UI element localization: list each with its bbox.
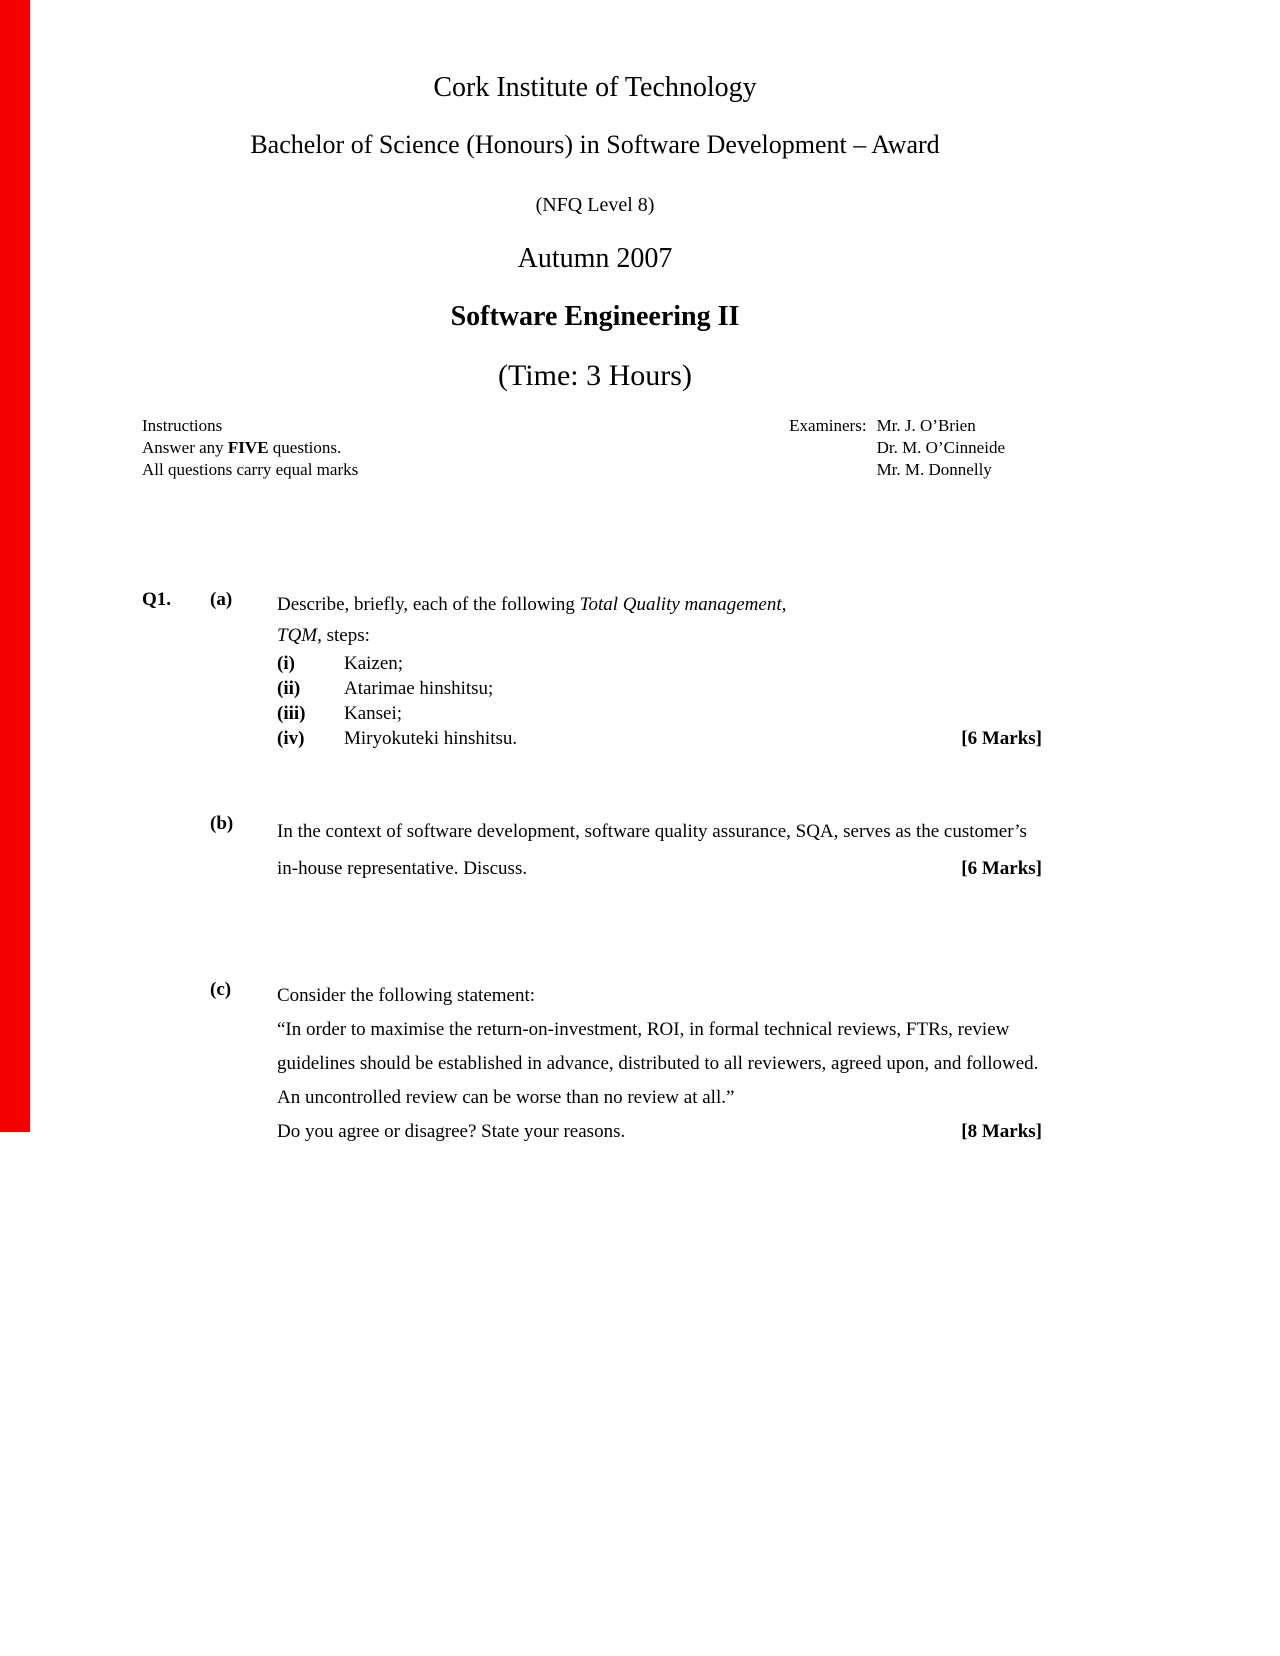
part-a-label: (a) [210, 589, 233, 610]
instructions-line-1-bold: FIVE [227, 438, 269, 457]
part-b-text: In the context of software development, software quality assurance, SQA, serves as the customer’s in-house representative. Discuss. [277, 821, 1027, 879]
tqm-item-row [277, 676, 1042, 701]
tqm-item-text: Kaizen; [344, 653, 404, 674]
part-b-paragraph [277, 813, 1042, 887]
examiners-section [789, 415, 1005, 481]
part-c-line-1: Consider the following statement: [277, 985, 536, 1006]
examiner-name: Mr. M. Donnelly [876, 460, 992, 479]
nfq-level: (NFQ Level 8) [535, 194, 655, 216]
instructions-line-1 [142, 437, 358, 459]
exam-duration: (Time: 3 Hours) [498, 359, 692, 392]
question-part-b [142, 813, 1042, 887]
tqm-item-text: Miryokuteki hinshitsu. [344, 728, 518, 749]
question-1-block [0, 589, 1280, 1149]
examiners-label: Examiners: [789, 416, 867, 435]
tqm-item-text: Kansei; [344, 703, 403, 724]
examiner-names [877, 415, 1005, 481]
programme-title: Bachelor of Science (Honours) in Software Development – Award [250, 130, 940, 159]
part-c-label: (c) [210, 979, 232, 1000]
tqm-item-label: (i) [277, 653, 295, 674]
part-a-intro-line-1 [277, 589, 1042, 620]
part-a-marks: [6 Marks] [961, 728, 1042, 749]
instructions-line-1-post: questions. [268, 438, 342, 457]
tqm-item-row [277, 651, 1042, 676]
module-title: Software Engineering II [450, 301, 740, 332]
part-c-closing-row [277, 1115, 1042, 1149]
instructions-line-1-pre: Answer any [142, 438, 228, 457]
doc-header [0, 0, 1190, 393]
question-part-a [142, 589, 1042, 751]
part-c-quote: “In order to maximise the return-on-investment, ROI, in formal technical reviews, FTRs, review guidelines should be established in advance, distributed to all reviewers, agreed upon, and followed. An uncontrolled review can be worse than no review at all.” [277, 1019, 1039, 1108]
part-b-marks: [6 Marks] [961, 858, 1042, 879]
part-c-marks: [8 Marks] [961, 1121, 1042, 1142]
institute-title: Cork Institute of Technology [433, 72, 757, 103]
part-a-intro-italic: Total Quality management, [579, 594, 787, 615]
tqm-item-row [277, 726, 1042, 751]
part-b-label: (b) [210, 813, 234, 834]
part-a-steps-text: steps: [321, 625, 370, 646]
examiner-name: Dr. M. O’Cinneide [876, 438, 1005, 457]
part-a-intro-line-2 [277, 620, 1042, 651]
examiner-name: Mr. J. O’Brien [876, 416, 976, 435]
tqm-item-label: (ii) [277, 678, 301, 699]
meta-row [0, 393, 1280, 481]
instructions-section [142, 415, 358, 481]
instructions-line-2: All questions carry equal marks [142, 460, 359, 479]
tqm-item-row [277, 701, 1042, 726]
part-a-intro-pre: Describe, briefly, each of the following [277, 594, 580, 615]
question-part-c [142, 979, 1042, 1149]
instructions-title: Instructions [142, 416, 223, 435]
scan-red-edge [0, 0, 30, 1132]
part-b-body [277, 813, 1042, 887]
tqm-item-text: Atarimae hinshitsu; [344, 678, 494, 699]
session-title: Autumn 2007 [517, 243, 673, 274]
tqm-item-label: (iii) [277, 703, 306, 724]
tqm-item-label: (iv) [277, 728, 305, 749]
part-c-closing-text: Do you agree or disagree? State your reasons. [277, 1121, 626, 1142]
part-c-body [277, 979, 1042, 1149]
part-a-tqm-italic: TQM, [277, 625, 322, 646]
question-number: Q1. [142, 589, 172, 610]
part-a-body [277, 589, 1042, 751]
